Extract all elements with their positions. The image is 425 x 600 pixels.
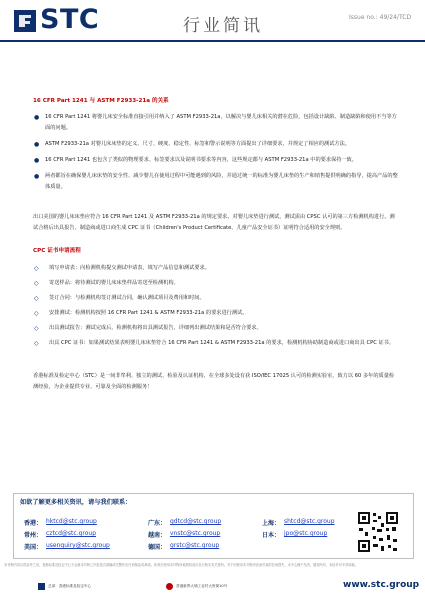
- contact-email-usa[interactable]: usenquiry@stc.group: [46, 542, 110, 549]
- list-item: ◇ 寄送样品：将待测试的婴儿床床垫样品寄送至检测机构。: [34, 280, 179, 287]
- diamond-bullet-icon: ◇: [34, 340, 39, 347]
- bullet-dot-icon: ●: [34, 157, 40, 164]
- contact-email-hongkong[interactable]: hktcd@stc.group: [46, 518, 97, 525]
- closing-paragraph: 香港标准及检定中心（STC）是一间非牟利、独立的测试、检验及认证机构，在全球多处设有获 ISO/IEC 17025 认可的检测实验室，致力以 60 多年的质量检测经验，为企业提供专业、可靠及全面的检测服务！: [33, 373, 395, 390]
- contact-email-shanghai[interactable]: shtcd@stc.group: [284, 518, 335, 525]
- contact-label-germany: 德国：: [148, 544, 167, 551]
- website-link[interactable]: www.stc.group: [343, 580, 420, 590]
- list-item: ● 16 CFR Part 1241 也包含了类似的物理要求、标签要求以及说明书要求等内容，这些规定都与 ASTM F2933-21a 中的要求保持一致。: [34, 157, 357, 164]
- contact-email-changzhou[interactable]: cztcd@stc.group: [46, 530, 97, 537]
- article-body: [33, 96, 398, 393]
- cpc-steps-list: [33, 263, 398, 349]
- bullet-dot-icon: ●: [34, 173, 40, 180]
- list-item: ◇ 出具 CPC 证书：如果测试结果表明婴儿床床垫符合 16 CFR Part 1241 & ASTM F2933-21a 的要求，检测机构协助制造商或进口商出具 CPC 证书。: [34, 340, 395, 347]
- stc-logo-mark-icon: [14, 10, 36, 32]
- contact-email-japan[interactable]: jpo@stc.group: [284, 530, 328, 537]
- qr-code-icon: [357, 511, 399, 553]
- list-item: ● ASTM F2933-21a 对婴儿床床垫的定义、尺寸、硬度、稳定性、标签和警示说明等方面提出了详细要求，并规定了相应的测试方法。: [34, 141, 350, 148]
- list-item: ● 16 CFR Part 1241 将婴儿床安全标准直接引用并纳入了 ASTM F2933-21a，以解决与婴儿床相关的潜在危险，包括设计缺陷、制造缺陷和使用不当等方面的问题。: [34, 114, 397, 131]
- diamond-bullet-icon: ◇: [34, 325, 39, 332]
- newsletter-title: 行业简讯: [183, 16, 263, 36]
- contact-label-shanghai: 上海：: [262, 520, 281, 527]
- list-item: ◇ 填写申请表：向检测机构提交测试申请表，填写产品信息和测试要求。: [34, 265, 210, 272]
- contact-label-changzhou: 常州：: [24, 532, 43, 539]
- footer-hq-label: 总部：香港标准及检定中心: [48, 584, 92, 588]
- key-points-list: [33, 112, 398, 193]
- bullet-dot-icon: ●: [34, 114, 40, 121]
- contact-email-vietnam[interactable]: vnstc@stc.group: [170, 530, 221, 537]
- header: [0, 0, 425, 42]
- list-item: ● 两者都旨在确保婴儿床床垫的安全性、减少婴儿在使用过程中可能遇到的风险，并通过统一的标准为婴儿床垫的生产和销售提供明确的指导，提高产品的整体质量。: [34, 173, 398, 190]
- header-divider: [0, 40, 425, 42]
- footer-disclaimer: 本刊物内容仅供参考之用，香港标准及检定中心不会就本刊物之内容是否准确或完整作出任何保证或承诺。读者在使用本刊物所载资料前应自行核实有关资料。对于因使用本刊物内容而引致的任何损失，本中心概不负责。版权所有，未经许可不得转载。: [4, 563, 358, 567]
- list-item: ◇ 安排测试：检测机构按照 16 CFR Part 1241 & ASTM F2933-21a 的要求进行测试。: [34, 310, 248, 317]
- issue-number: Issue no.: 49/24/TCD: [349, 14, 412, 21]
- bullet-dot-icon: ●: [34, 141, 40, 148]
- export-requirement-paragraph: 出口美国的婴儿床床垫应符合 16 CFR Part 1241 及 ASTM F2933-21a 的规定要求。对婴儿床垫进行测试，测试需由 CPSC 认可的第三方检测机构进行。测试合格后出具报告，制造商或进口商生成 CPC 证书（Children's Product Certificate，儿童产品安全证书）证明符合适用的安全规则。: [33, 214, 395, 231]
- footer-address: 香港新界大埔工业村大贵街10号: [176, 584, 228, 588]
- article-title: 16 CFR Part 1241 与 ASTM F2933-21a 的关系: [33, 98, 169, 104]
- contact-label-usa: 美国：: [24, 544, 43, 551]
- list-item: ◇ 出具测试报告：测试完成后，检测机构将出具测试报告，详细列出测试结果和是否符合要求。: [34, 325, 262, 332]
- diamond-bullet-icon: ◇: [34, 265, 39, 272]
- list-item: ◇ 签订合同：与检测机构签订测试合同，确认测试项目及费用和时间。: [34, 295, 205, 302]
- cpc-section-title: CPC 证书申请流程: [33, 248, 81, 254]
- location-pin-icon: [166, 583, 173, 590]
- contact-label-vietnam: 越南：: [148, 532, 167, 539]
- diamond-bullet-icon: ◇: [34, 295, 39, 302]
- contact-email-guangdong[interactable]: gdtcd@stc.group: [170, 518, 222, 525]
- contact-label-japan: 日本：: [262, 532, 281, 539]
- hq-marker-icon: [38, 583, 45, 590]
- contact-label-hongkong: 香港：: [24, 520, 43, 527]
- diamond-bullet-icon: ◇: [34, 310, 39, 317]
- diamond-bullet-icon: ◇: [34, 280, 39, 287]
- stc-logo-text: STC: [40, 4, 100, 35]
- contact-email-germany[interactable]: grstc@stc.group: [170, 542, 220, 549]
- contact-label-guangdong: 广东：: [148, 520, 167, 527]
- contact-title: 如欲了解更多相关资讯，请与我们联系：: [20, 499, 132, 506]
